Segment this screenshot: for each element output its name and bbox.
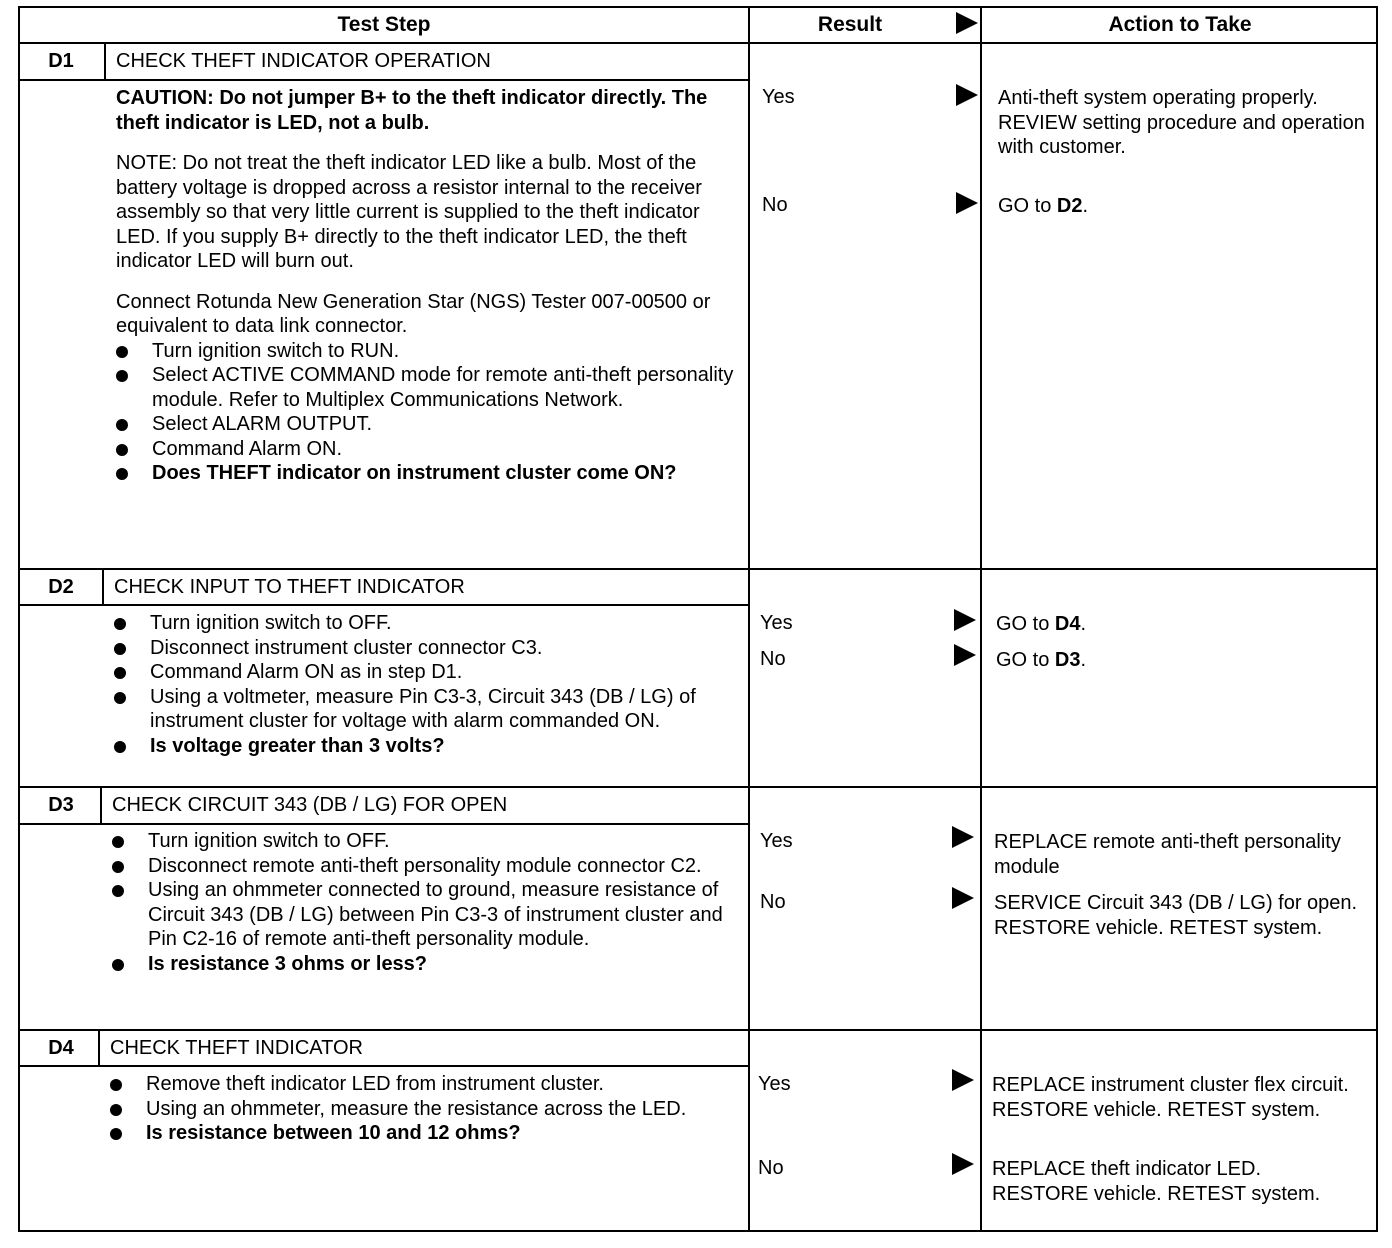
list-item: Select ACTIVE COMMAND mode for remote anti-theft personality module. Refer to Multiplex Communications Network. xyxy=(116,363,736,412)
result-no-d4: No xyxy=(758,1157,784,1179)
list-item: Using an ohmmeter, measure the resistance across the LED. xyxy=(110,1097,730,1122)
list-item: Disconnect instrument cluster connector C3. xyxy=(114,636,734,661)
column-divider-result xyxy=(748,8,750,1230)
result-no-d3: No xyxy=(760,891,786,913)
bullet-icon xyxy=(114,643,126,655)
step-body-d3 xyxy=(112,829,732,976)
bullet-icon xyxy=(110,1079,122,1091)
step-id-d2: D2 xyxy=(48,576,74,598)
step-title-divider xyxy=(20,823,748,825)
step-title-divider xyxy=(20,1065,748,1067)
bullet-icon xyxy=(110,1104,122,1116)
action-no-d3: SERVICE Circuit 343 (DB / LG) for open. RESTORE vehicle. RETEST system. xyxy=(994,892,1358,939)
arrow-icon xyxy=(956,84,978,106)
step-divider xyxy=(20,568,1378,570)
step-title-d1: CHECK THEFT INDICATOR OPERATION xyxy=(116,50,491,72)
step-title-d3: CHECK CIRCUIT 343 (DB / LG) FOR OPEN xyxy=(112,794,508,816)
list-item-question: Does THEFT indicator on instrument cluster come ON? xyxy=(116,461,736,486)
step-id-d4: D4 xyxy=(48,1037,74,1059)
step-title-d2: CHECK INPUT TO THEFT INDICATOR xyxy=(114,576,465,598)
bullet-icon xyxy=(110,1128,122,1140)
step-id-d3: D3 xyxy=(48,794,74,816)
bullet-icon xyxy=(114,618,126,630)
diagnostic-table xyxy=(18,6,1378,1232)
list-item-question: Is voltage greater than 3 volts? xyxy=(114,734,734,759)
list-item: Using a voltmeter, measure Pin C3-3, Circuit 343 (DB / LG) of instrument cluster for voltage with alarm commanded ON. xyxy=(114,685,734,734)
step-body-d4 xyxy=(110,1072,730,1146)
step-body-d1 xyxy=(116,86,736,486)
list-item: Select ALARM OUTPUT. xyxy=(116,412,736,437)
bullet-icon xyxy=(112,861,124,873)
list-item: Turn ignition switch to RUN. xyxy=(116,339,736,364)
action-no-d1: GO to D2. xyxy=(998,195,1089,217)
arrow-icon xyxy=(952,1069,974,1091)
list-item: Remove theft indicator LED from instrument cluster. xyxy=(110,1072,730,1097)
arrow-icon xyxy=(954,609,976,631)
header-action: Action to Take xyxy=(1108,13,1252,36)
bullet-icon xyxy=(116,419,128,431)
bullet-icon xyxy=(116,370,128,382)
result-yes-d2: Yes xyxy=(760,612,793,634)
caution-text: CAUTION: Do not jumper B+ to the theft indicator directly. The theft indicator is LED, not a bulb. xyxy=(116,87,708,134)
step-body-d2 xyxy=(114,611,734,758)
result-yes-d1: Yes xyxy=(762,86,795,108)
step-title-divider xyxy=(20,79,748,81)
result-no-d2: No xyxy=(760,648,786,670)
bullet-icon xyxy=(114,667,126,679)
arrow-icon xyxy=(952,826,974,848)
result-no-d1: No xyxy=(762,194,788,216)
header-arrow-icon xyxy=(956,12,978,34)
step-divider xyxy=(20,1029,1378,1031)
bullet-icon xyxy=(116,444,128,456)
step-id-divider xyxy=(104,44,106,80)
bullet-icon xyxy=(114,692,126,704)
list-item-question: Is resistance 3 ohms or less? xyxy=(112,952,732,977)
action-yes-d2: GO to D4. xyxy=(996,613,1087,635)
header-test-step: Test Step xyxy=(337,13,431,36)
result-yes-d3: Yes xyxy=(760,830,793,852)
bullet-icon xyxy=(112,959,124,971)
bullet-icon xyxy=(116,346,128,358)
action-yes-d1: Anti-theft system operating properly. REVIEW setting procedure and operation with customer. xyxy=(998,87,1365,158)
bullet-icon xyxy=(114,741,126,753)
action-yes-d3: REPLACE remote anti-theft personality module xyxy=(994,831,1341,878)
step-id-d1: D1 xyxy=(48,50,74,72)
bullet-icon xyxy=(112,836,124,848)
column-divider-action xyxy=(980,8,982,1230)
bullet-icon xyxy=(116,468,128,480)
list-item: Disconnect remote anti-theft personality module connector C2. xyxy=(112,854,732,879)
list-item: Using an ohmmeter connected to ground, measure resistance of Circuit 343 (DB / LG) between Pin C3-3 of instrument cluster and Pin C2-16 of remote anti-theft personality module. xyxy=(112,878,732,952)
arrow-icon xyxy=(956,192,978,214)
list-item: Command Alarm ON. xyxy=(116,437,736,462)
arrow-icon xyxy=(952,1153,974,1175)
note-text: NOTE: Do not treat the theft indicator LED like a bulb. Most of the battery voltage is dropped across a resistor internal to the receiver assembly so that very little current is supplied to the theft indicator LED. If you supply B+ directly to the theft indicator LED, the theft indicator LED will burn out. xyxy=(116,152,702,272)
header-result: Result xyxy=(817,13,883,36)
list-item: Turn ignition switch to OFF. xyxy=(114,611,734,636)
step-title-d4: CHECK THEFT INDICATOR xyxy=(110,1037,363,1059)
step-divider xyxy=(20,786,1378,788)
step-title-divider xyxy=(20,604,748,606)
list-item-question: Is resistance between 10 and 12 ohms? xyxy=(110,1121,730,1146)
action-yes-d4: REPLACE instrument cluster flex circuit. RESTORE vehicle. RETEST system. xyxy=(992,1074,1349,1121)
result-yes-d4: Yes xyxy=(758,1073,791,1095)
action-no-d2: GO to D3. xyxy=(996,649,1087,671)
intro-text: Connect Rotunda New Generation Star (NGS) Tester 007-00500 or equivalent to data link connector. xyxy=(116,290,711,337)
step-id-divider xyxy=(102,570,104,606)
header-divider xyxy=(20,42,1378,44)
list-item: Command Alarm ON as in step D1. xyxy=(114,660,734,685)
bullet-icon xyxy=(112,885,124,897)
arrow-icon xyxy=(954,644,976,666)
list-item: Turn ignition switch to OFF. xyxy=(112,829,732,854)
arrow-icon xyxy=(952,887,974,909)
action-no-d4: REPLACE theft indicator LED. RESTORE vehicle. RETEST system. xyxy=(992,1158,1321,1205)
